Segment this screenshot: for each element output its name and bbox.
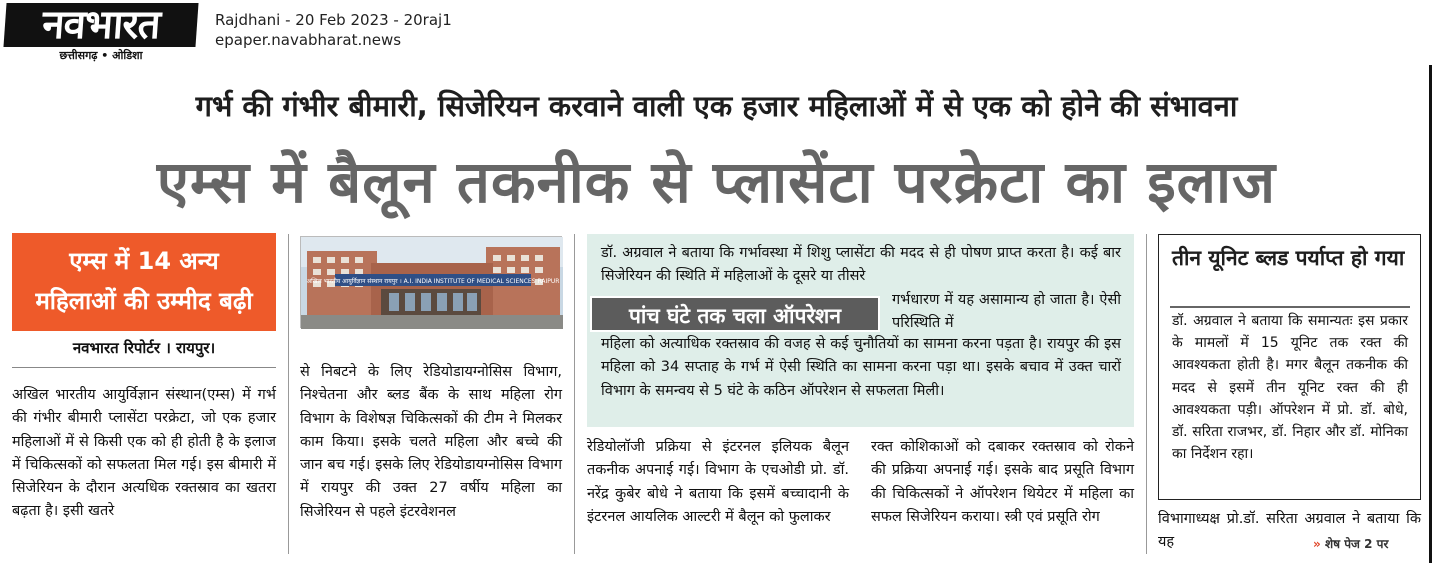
main-headline: एम्स में बैलून तकनीक से प्लासेंटा परक्रेटा का इलाज [156,148,1277,216]
site-url[interactable]: epaper.navabharat.news [215,31,402,49]
column-4-text: रक्त कोशिकाओं को दबाकर रक्तस्राव को रोकने की प्रक्रिया अपनाई गई। इसके बाद प्रसूति विभाग की चिकित्सकों ने ऑपरेशन थियेटर में महिला का सफल सिजेरियन कराया। स्त्री एवं प्रसूति रोग [871,439,1134,525]
highlight-line-1: एम्स में 14 अन्य [69,247,219,275]
masthead [0,0,1433,64]
quote-box-side-text: गर्भधारण में यह असामान्य हो जाता है। ऐसी परिस्थिति में [892,292,1121,332]
column-1-text: अखिल भारतीय आयुर्विज्ञान संस्थान(एम्स) में गर्भ की गंभीर बीमारी प्लासेंटा परक्रेटा, जो एक हजार महिलाओं में से किसी एक को ही होती है के इलाज में चिकित्सकों को सफलता मिल गई। इस बीमारी में सिजेरियन के दौरान अत्यधिक रक्तस्राव का खतरा बढ़ता है। इसी खतरे [12,387,276,520]
sidebar-text: डॉ. अग्रवाल ने बताया कि समान्यतः इस प्रकार के मामलों में 15 यूनिट तक रक्त की आवश्यकता होती है। मगर बैलून तकनीक की मदद से इसमें तीन यूनिट रक्त की ही आवश्यकता पड़ी। ऑपरेशन में प्रो. डॉ. बोधे, डॉ. सरिता राजभर, डॉ. निहार और डॉ. मोनिका का निर्देशन रहा। [1172,313,1408,463]
column-divider [288,234,289,554]
logo-subtitle: छत्तीसगढ़ • ओडिशा [59,49,143,62]
kicker-headline: गर्भ की गंभीर बीमारी, सिजेरियन करवाने वाली एक हजार महिलाओं में से एक को होने की संभावना [195,89,1238,123]
sidebar-headline: तीन यूनिट ब्लड पर्याप्त हो गया [1172,246,1405,270]
sidebar-divider [1170,306,1410,308]
column-3-text: रेडियोलॉजी प्रक्रिया से इंटरनल इलियक बैलून तकनीक अपनाई गई। विभाग के एचओडी प्रो. डॉ. नरेंद्र कुबेर बोधे ने बताया कि इसमें बच्चादानी के इंटरनल आयलिक आल्टरी में बैलून को फुलाकर [587,439,849,525]
edition-info [215,10,452,50]
building-illustration [301,237,563,329]
quote-box-top-text: डॉ. अग्रवाल ने बताया कि गर्भावस्था में शिशु प्लासेंटा की मदद से ही पोषण प्राप्त करता है। कई बार सिजेरियन की स्थिति में महिलाओं के दूसरे या तीसरे [601,245,1121,285]
quote-box-bottom-text: महिला को अत्याधिक रक्तस्राव की वजह से कई चुनौतियों का सामना करना पड़ता है। रायपुर की इस महिला को 34 सप्ताह के गर्भ में ऐसी स्थिति का सामना करना पड़ा था। इसके बचाव में उक्त चारों विभाग के समन्वय से 5 घंटे के कठिन ऑपरेशन से सफलता मिली। [601,336,1121,399]
photo-signboard-text: अखिल भारतीय आयुर्विज्ञान संस्थान रायपुर । A.I. INDIA INSTITUTE OF MEDICAL SCIENCES RAIPUR [306,278,560,285]
logo-wordmark: नवभारत [3,3,198,47]
continue-arrow-icon: » [1313,537,1321,551]
section-banner: पांच घंटे तक चला ऑपरेशन [590,296,880,332]
highlight-line-2: महिलाओं की उम्मीद बढ़ी [35,287,253,315]
aiims-building-photo [300,236,562,328]
byline-divider [12,367,276,368]
reporter-byline: नवभारत रिपोर्टर । रायपुर। [72,339,216,357]
highlight-box [12,233,276,331]
edition-line: Rajdhani - 20 Feb 2023 - 20raj1 [215,11,452,29]
continued-on-page[interactable] [1313,535,1388,552]
column-5-text: विभागाध्यक्ष प्रो.डॉ. सरिता अग्रवाल ने बताया कि यह [1158,511,1421,551]
column-divider [574,234,575,554]
column-2-text: से निबटने के लिए रेडियोडायग्नोसिस विभाग, निश्चेतना और ब्लड बैंक के साथ महिला रोग विभाग के विशेषज्ञ चिकित्सकों की टीम ने मिलकर काम किया। इसके चलते महिला और बच्चे की जान बच गई। इसके लिए रेडियोडायग्नोसिस विभाग में रायपुर की उक्त 27 वर्षीय महिला का सिजेरियन से पहले इंटरवेशनल [300,364,562,520]
column-divider [1146,234,1147,554]
newspaper-logo [5,3,197,61]
continued-label: शेष पेज 2 पर [1324,537,1389,551]
